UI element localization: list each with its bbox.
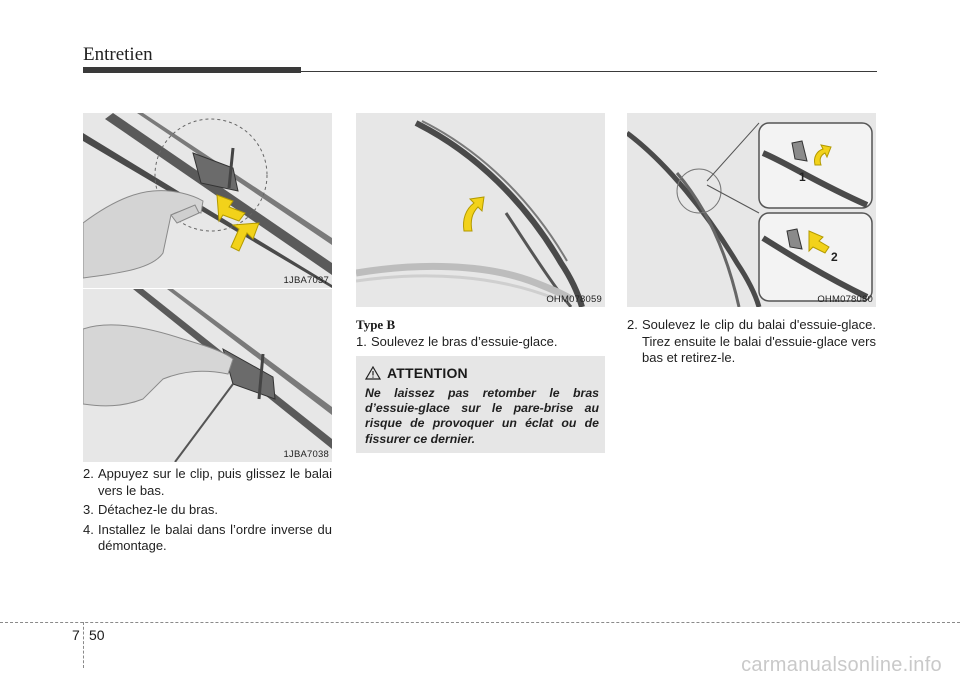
list-item — [83, 502, 332, 519]
step-text: Détachez-le du bras. — [98, 502, 218, 517]
caution-header — [365, 365, 599, 381]
figure-code-1jba7037: 1JBA7037 — [283, 275, 329, 286]
step-text: Soulevez le clip du balai d'essuie-glace. Tirez ensuite le balai d'essuie-glace vers bas et retirez-le. — [642, 317, 876, 365]
list-item — [356, 334, 605, 351]
list-item — [627, 317, 876, 367]
footer-divider — [83, 622, 84, 668]
figure-code-1jba7038: 1JBA7038 — [283, 449, 329, 460]
list-item — [83, 466, 332, 499]
header-rule — [301, 71, 877, 72]
step-number: 2. — [627, 317, 638, 332]
step-text: Appuyez sur le clip, puis glissez le balai vers le bas. — [98, 466, 332, 498]
figure-wiper-clip-lift — [627, 113, 876, 307]
left-steps-list — [83, 466, 332, 558]
wiper-clip-press-illustration — [83, 113, 332, 288]
wiper-blade-slide-illustration — [83, 289, 332, 462]
step-text: Installez le balai dans l’ordre inverse du démontage. — [98, 521, 332, 553]
chapter-number: 7 — [72, 627, 80, 643]
type-b-heading: Type B — [356, 317, 396, 332]
page-number: 50 — [89, 627, 105, 643]
caution-box — [356, 356, 605, 453]
figure-code-ohm078059: OHM078059 — [546, 294, 602, 305]
step-number: 3. — [83, 502, 94, 517]
watermark-text: carmanualsonline.info — [741, 654, 942, 676]
header-bar — [83, 67, 301, 73]
callout-1: 1 — [799, 170, 806, 184]
middle-steps-list — [356, 334, 605, 354]
list-item — [83, 522, 332, 555]
figure-wiper-clip-press — [83, 113, 332, 288]
footer-rule — [0, 622, 960, 623]
right-steps-list — [627, 317, 876, 370]
step-text: Soulevez le bras d’essuie-glace. — [371, 334, 558, 349]
warning-triangle-icon — [365, 366, 381, 380]
callout-2: 2 — [831, 250, 838, 264]
wiper-clip-lift-illustration — [627, 113, 876, 307]
figure-wiper-arm-lift — [356, 113, 605, 307]
step-number: 2. — [83, 466, 94, 481]
figure-code-ohm078060: OHM078060 — [817, 294, 873, 305]
caution-title: ATTENTION — [387, 365, 468, 381]
figure-wiper-blade-slide — [83, 289, 332, 462]
step-number: 4. — [83, 521, 94, 537]
wiper-arm-lift-illustration — [356, 113, 605, 307]
page-header-title: Entretien — [83, 44, 153, 65]
step-number: 1. — [356, 334, 367, 349]
caution-text: Ne laissez pas retomber le bras d’essuie-glace sur le pare-brise au risque de provoquer un éclat ou de fissurer ce dernier. — [365, 386, 599, 446]
